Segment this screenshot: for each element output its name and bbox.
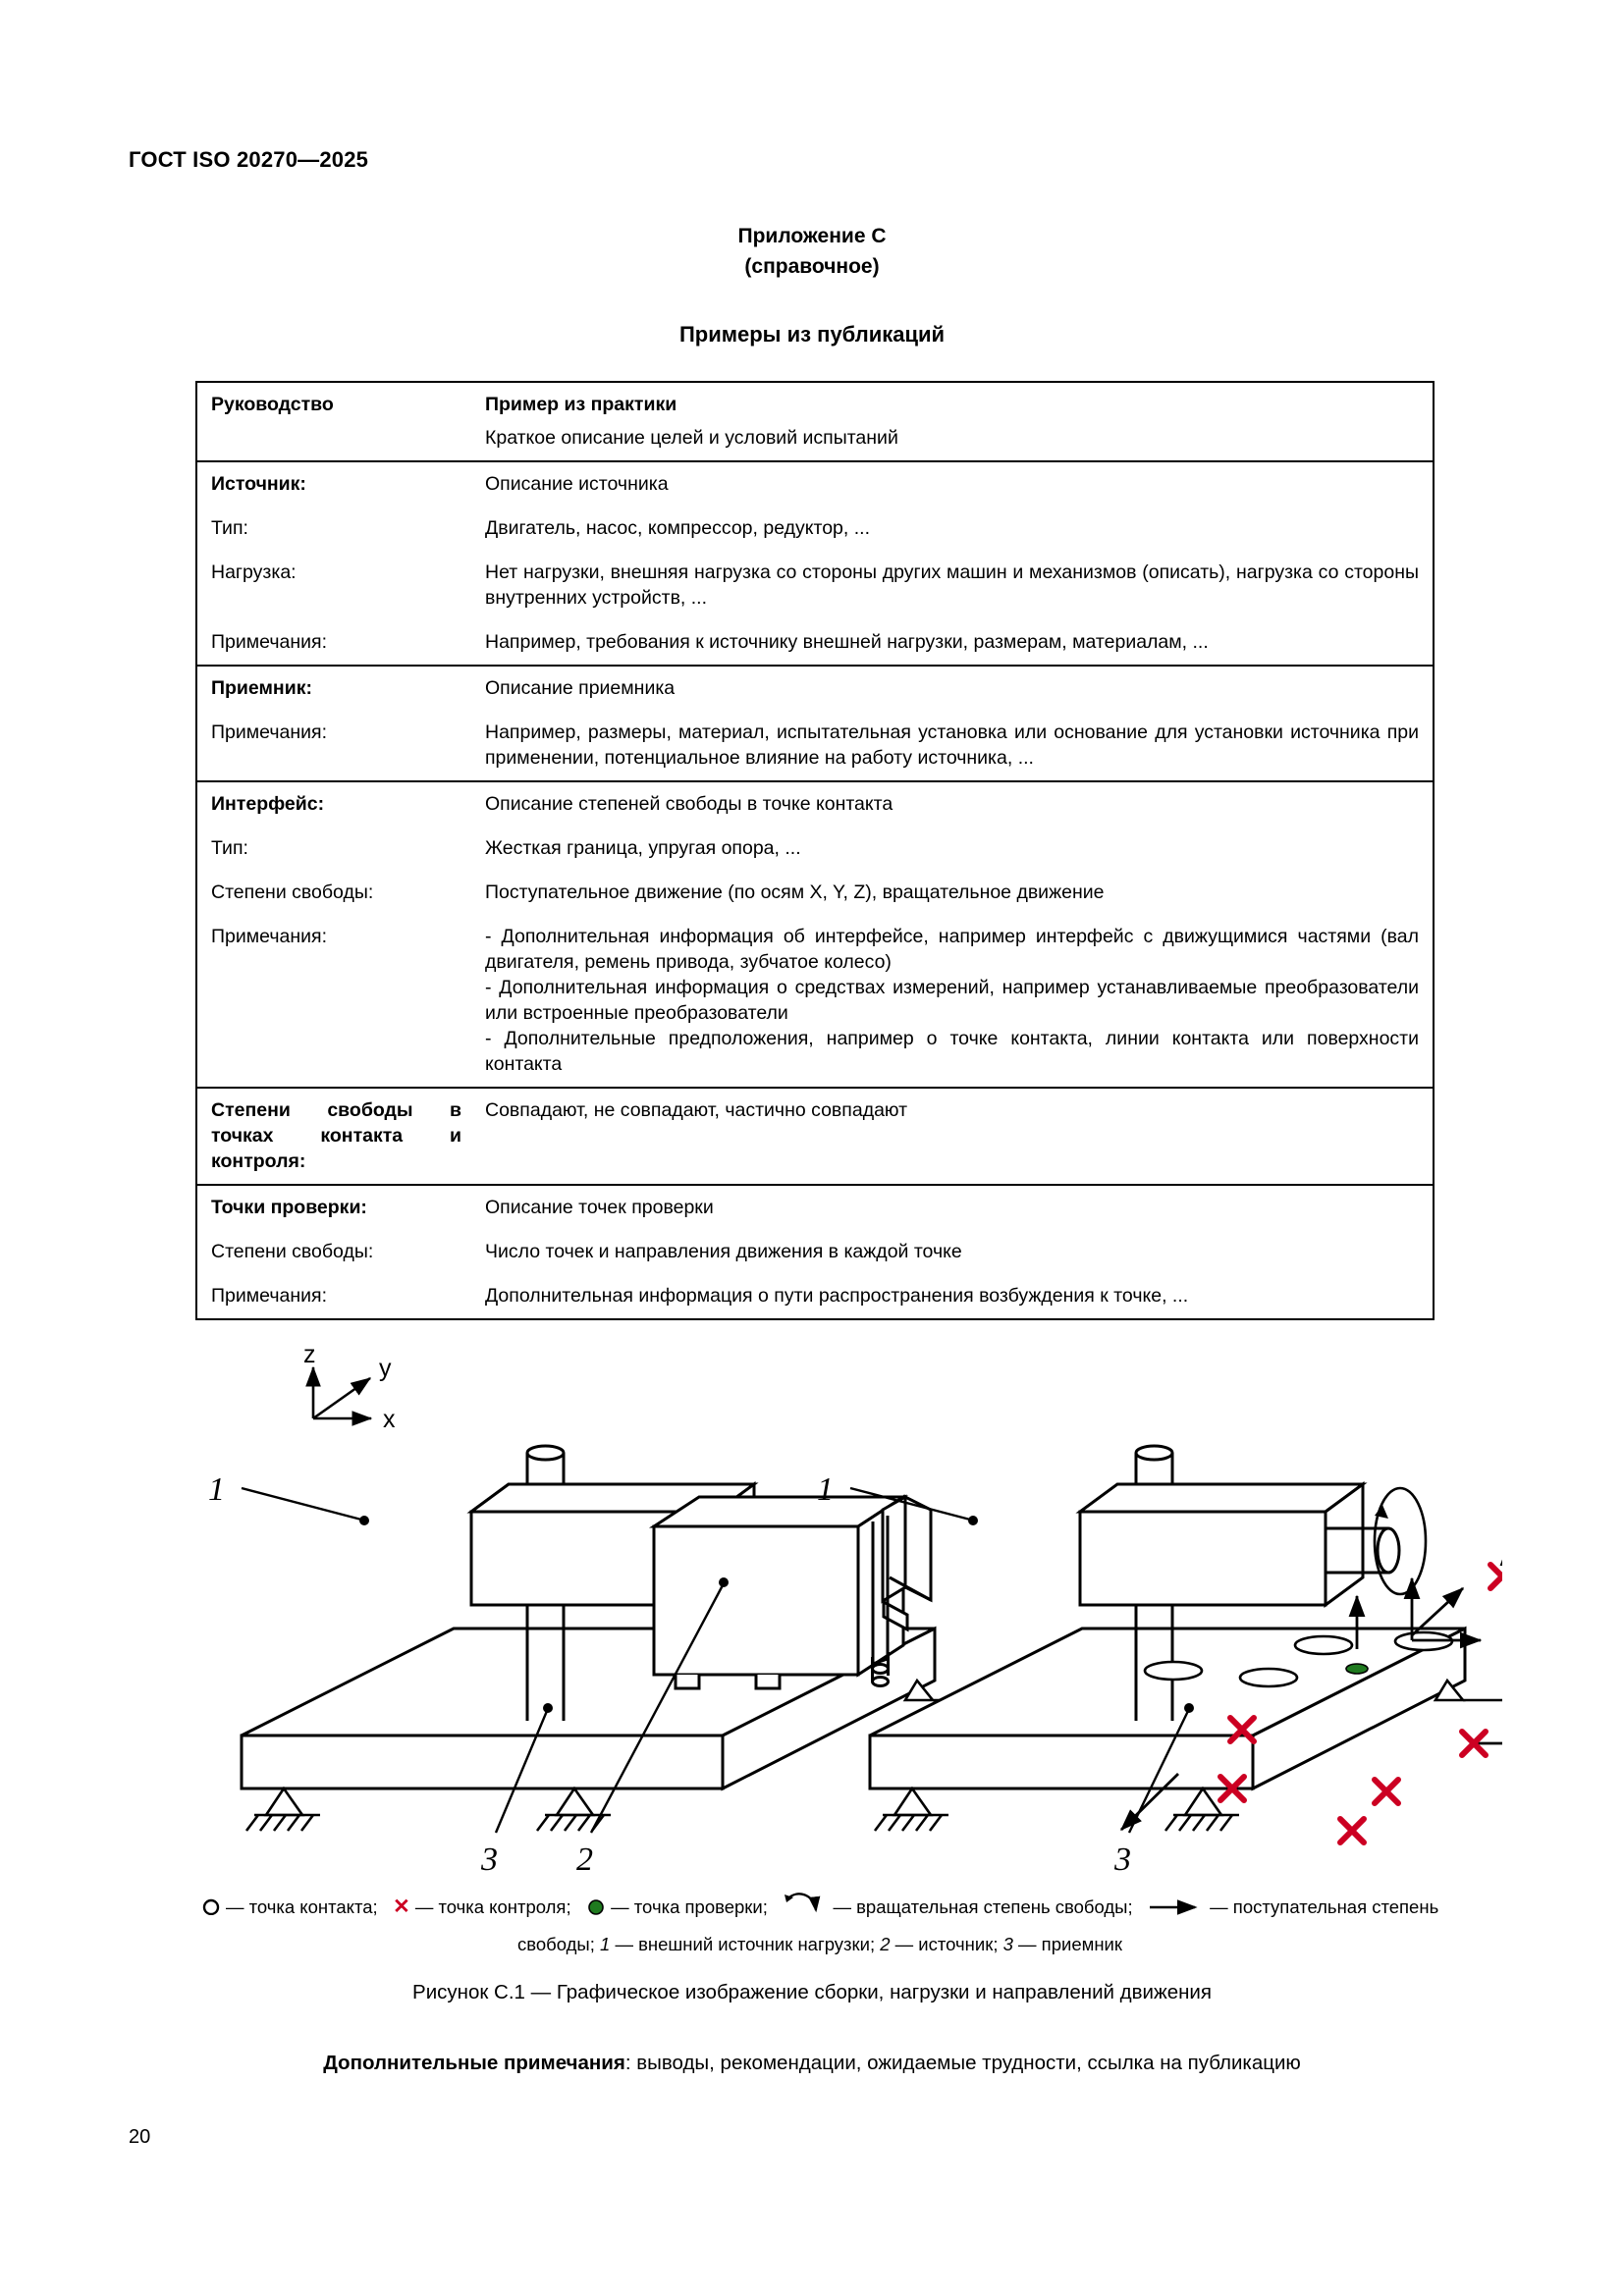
verification-point-icon <box>586 1892 606 1926</box>
left-assembly <box>242 1446 978 1833</box>
row-key: Тип: <box>211 517 248 539</box>
row-value: Пример из практики <box>485 394 677 415</box>
table-row <box>197 827 1433 871</box>
legend-item-3-num: 3 <box>1002 1933 1013 1954</box>
row-key: Степени свободы: <box>211 1241 374 1262</box>
row-value: Совпадают, не совпадают, частично совпадают <box>471 1088 1433 1185</box>
callout-left-3: 3 <box>481 1842 498 1875</box>
row-value: Например, размеры, материал, испытательная установка или основание для установки источника при применении, потенциальное влияние на работу источника, ... <box>485 721 1419 769</box>
row-value: Описание точек проверки <box>471 1185 1433 1230</box>
axis-label-z: z <box>303 1345 316 1368</box>
legend-text-2: — точка контроля; <box>414 1896 571 1917</box>
table-row <box>197 666 1433 711</box>
row-key: Точки проверки: <box>197 1185 471 1230</box>
control-point-icon: ✕ <box>393 1896 410 1918</box>
row-value: Число точек и направления движения в каждой точке <box>485 1241 962 1262</box>
table-row <box>197 1274 1433 1318</box>
translational-dof-icon <box>1148 1892 1205 1926</box>
figure-caption: Рисунок С.1 — Графическое изображение сборки, нагрузки и направлений движения <box>412 1981 1212 2003</box>
table-row <box>197 915 1433 1088</box>
row-value: Краткое описание целей и условий испытаний <box>485 427 898 449</box>
row-value: Описание источника <box>471 461 1433 507</box>
table-row <box>197 620 1433 666</box>
row-key: Примечания: <box>211 631 327 653</box>
row-key: Нагрузка: <box>211 561 297 583</box>
row-key: Степени свободы в точках контакта и контроля: <box>197 1088 471 1185</box>
spec-table <box>197 383 1433 1318</box>
legend-text-4: — вращательная степень свободы; <box>833 1896 1133 1917</box>
row-key: Приемник: <box>197 666 471 711</box>
note-line: - Дополнительная информация об интерфейсе, например интерфейс с движущимися частями (вал двигателя, ремень привода, зубчатое колесо) <box>485 926 1419 973</box>
row-value: Описание приемника <box>471 666 1433 711</box>
additional-notes-line <box>0 2052 1624 2075</box>
table-row <box>197 1230 1433 1274</box>
row-value: Поступательное движение (по осям X, Y, Z), вращательное движение <box>485 881 1105 903</box>
page-number: 20 <box>129 2126 151 2148</box>
row-value: Двигатель, насос, компрессор, редуктор, ... <box>485 517 870 539</box>
callout-left-2: 2 <box>576 1842 593 1875</box>
table-row <box>197 461 1433 507</box>
rotational-dof-icon <box>783 1891 828 1927</box>
legend-item-1-text: — внешний источник нагрузки; <box>615 1933 876 1954</box>
spec-table-wrapper <box>195 381 1435 1320</box>
table-row <box>197 1185 1433 1230</box>
row-value: Например, требования к источнику внешней нагрузки, размерам, материалам, ... <box>485 631 1209 653</box>
annex-title: Примеры из публикаций <box>678 322 946 347</box>
legend-item-2-num: 2 <box>880 1933 891 1954</box>
additional-notes-label: Дополнительные примечания <box>323 2052 625 2074</box>
row-key: Степени свободы: <box>211 881 374 903</box>
legend-item-2-text: — источник; <box>894 1933 999 1954</box>
legend-text-1: — точка контакта; <box>225 1896 378 1917</box>
figure-legend <box>167 1890 1473 1961</box>
table-row <box>197 1088 1433 1185</box>
row-value: Описание степеней свободы в точке контакта <box>471 781 1433 827</box>
table-row <box>197 711 1433 781</box>
callout-left-1: 1 <box>208 1471 225 1508</box>
table-row <box>197 871 1433 915</box>
right-assembly <box>850 1446 1502 1833</box>
row-key: Примечания: <box>211 1285 327 1307</box>
row-value: Жесткая граница, упругая опора, ... <box>485 837 801 859</box>
table-row <box>197 421 1433 461</box>
row-value: Нет нагрузки, внешняя нагрузка со стороны других машин и механизмов (описать), нагрузка со стороны внутренних устройств, ... <box>485 561 1419 609</box>
row-value <box>471 915 1433 1088</box>
legend-text-5: — поступательная степень свободы; <box>517 1896 1439 1954</box>
callout-right-1: 1 <box>817 1471 834 1508</box>
table-row <box>197 781 1433 827</box>
note-line: - Дополнительные предположения, например о точке контакта, линии контакта или поверхности контакта <box>485 1028 1419 1075</box>
row-key <box>197 421 471 461</box>
additional-notes-text: : выводы, рекомендации, ожидаемые трудности, ссылка на публикацию <box>624 2052 1301 2074</box>
table-row <box>197 383 1433 421</box>
running-head: ГОСТ ISO 20270—2025 <box>129 147 369 172</box>
table-row <box>197 551 1433 620</box>
row-key: Тип: <box>211 837 248 859</box>
legend-item-3-text: — приемник <box>1018 1933 1122 1954</box>
note-line: - Дополнительная информация о средствах измерений, например устанавливаемые преобразователи или встроенные преобразователи <box>485 977 1419 1024</box>
contact-point-icon <box>201 1892 221 1926</box>
row-key: Источник: <box>197 461 471 507</box>
annex-heading <box>0 221 1624 282</box>
axis-label-y: y <box>379 1355 392 1382</box>
annex-kind: (справочное) <box>744 255 880 278</box>
row-key: Руководство <box>211 394 334 415</box>
row-key: Примечания: <box>211 926 327 947</box>
coordinate-axes <box>313 1367 371 1418</box>
legend-item-1-num: 1 <box>600 1933 611 1954</box>
annex-label: Приложение С <box>737 225 887 247</box>
row-key: Примечания: <box>211 721 327 743</box>
row-value: Дополнительная информация о пути распространения возбуждения к точке, ... <box>485 1285 1189 1307</box>
legend-text-3: — точка проверки; <box>611 1896 768 1917</box>
callout-right-3: 3 <box>1114 1842 1131 1875</box>
axis-label-x: x <box>383 1406 396 1433</box>
row-key: Интерфейс: <box>197 781 471 827</box>
table-row <box>197 507 1433 551</box>
figure-c1 <box>147 1345 1502 1875</box>
figure-c1-drawing <box>147 1345 1502 1875</box>
verification-point-marker <box>1346 1664 1368 1674</box>
